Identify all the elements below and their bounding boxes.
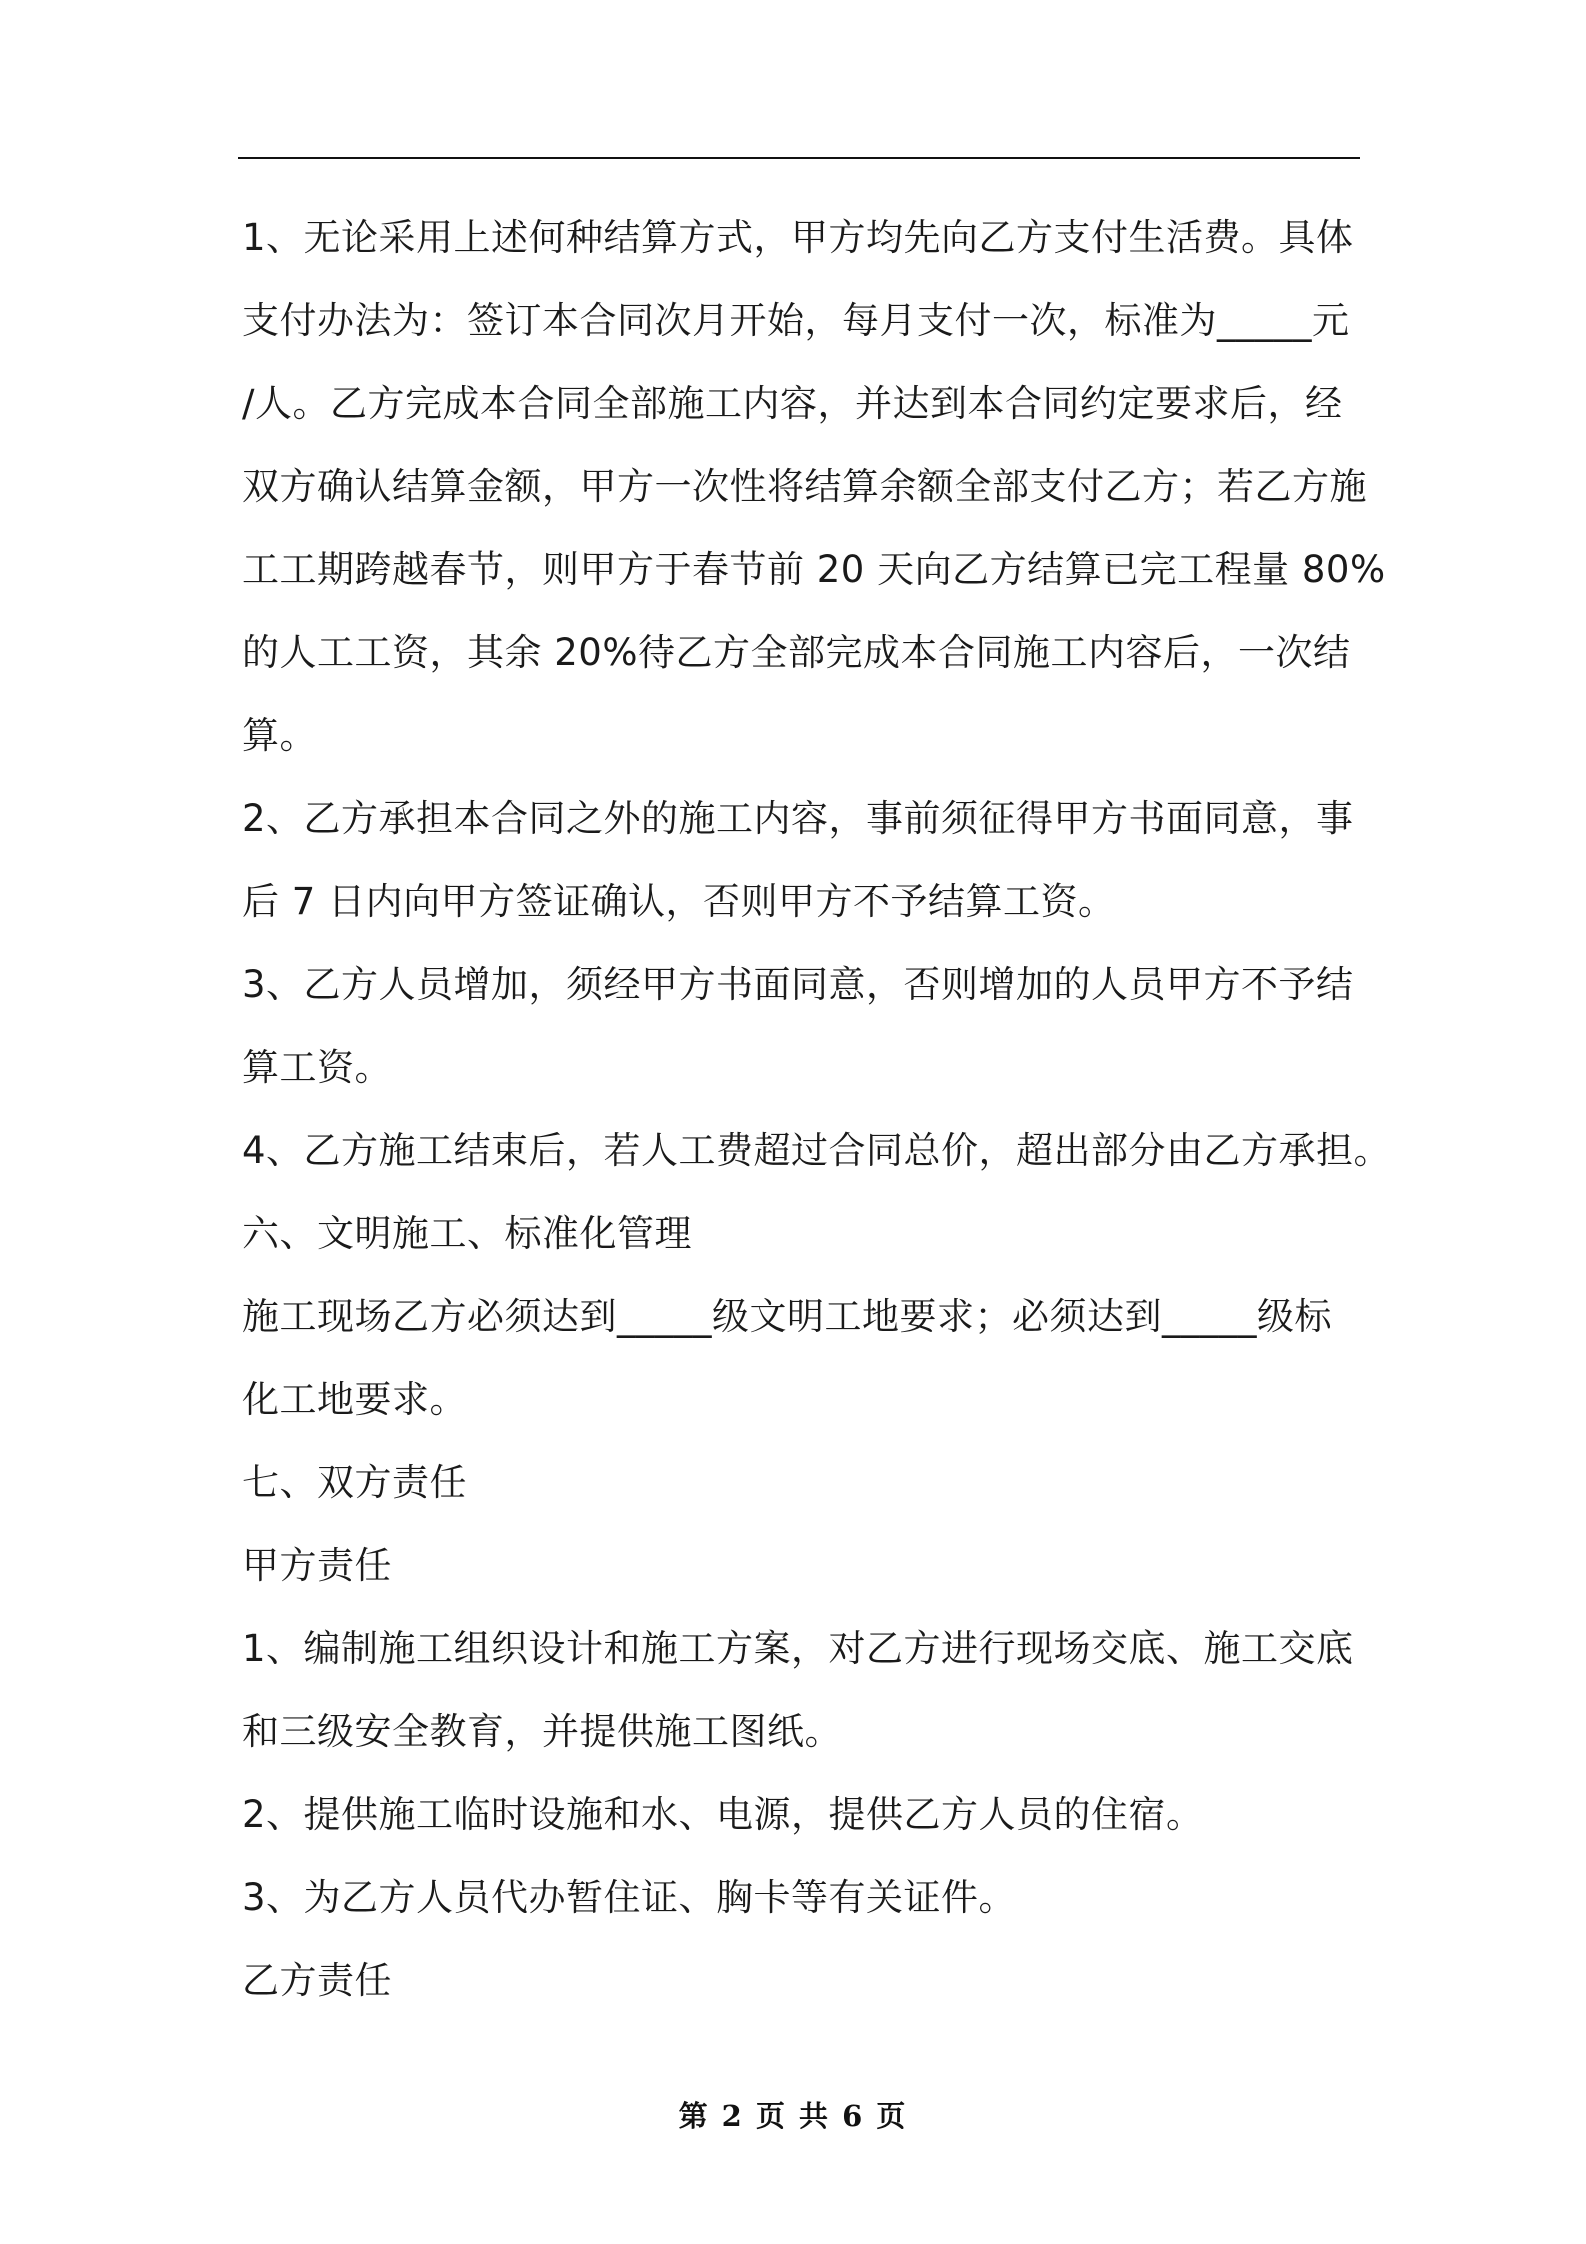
paragraph-line: /人。乙方完成本合同全部施工内容，并达到本合同约定要求后，经 (242, 382, 1343, 425)
paragraph-line: 的人工工资，其余 20%待乙方全部完成本合同施工内容后，一次结 (242, 631, 1351, 674)
paragraph-line: 施工现场乙方必须达到_____级文明工地要求；必须达到_____级标 (242, 1295, 1332, 1338)
paragraph-line: 双方确认结算金额，甲方一次性将结算余额全部支付乙方；若乙方施 (242, 465, 1367, 508)
paragraph-line: 工工期跨越春节，则甲方于春节前 20 天向乙方结算已完工程量 80% (242, 548, 1386, 591)
paragraph-line: 化工地要求。 (242, 1378, 467, 1421)
paragraph-line: 3、乙方人员增加，须经甲方书面同意，否则增加的人员甲方不予结 (242, 963, 1354, 1006)
paragraph-line: 和三级安全教育，并提供施工图纸。 (242, 1710, 842, 1753)
paragraph-line: 2、提供施工临时设施和水、电源，提供乙方人员的住宿。 (242, 1793, 1204, 1836)
paragraph-line: 4、乙方施工结束后，若人工费超过合同总价，超出部分由乙方承担。 (242, 1129, 1392, 1172)
document-body (242, 196, 1392, 2022)
paragraph-line: 算。 (242, 714, 317, 757)
subsection-heading: 乙方责任 (242, 1959, 392, 2002)
page-number: 第 2 页 共 6 页 (678, 2099, 908, 2133)
paragraph-line: 后 7 日内向甲方签证确认，否则甲方不予结算工资。 (242, 880, 1116, 923)
paragraph-line: 1、无论采用上述何种结算方式，甲方均先向乙方支付生活费。具体 (242, 216, 1354, 259)
paragraph-line: 2、乙方承担本合同之外的施工内容，事前须征得甲方书面同意，事 (242, 797, 1354, 840)
paragraph-line: 3、为乙方人员代办暂住证、胸卡等有关证件。 (242, 1876, 1017, 1919)
paragraph-line: 支付办法为：签订本合同次月开始，每月支付一次，标准为_____元 (242, 299, 1350, 342)
section-heading: 七、双方责任 (242, 1461, 467, 1504)
paragraph-line: 算工资。 (242, 1046, 392, 1089)
subsection-heading: 甲方责任 (242, 1544, 392, 1587)
section-heading: 六、文明施工、标准化管理 (242, 1212, 692, 1255)
paragraph-line: 1、编制施工组织设计和施工方案，对乙方进行现场交底、施工交底 (242, 1627, 1354, 1670)
header-rule (238, 157, 1360, 159)
